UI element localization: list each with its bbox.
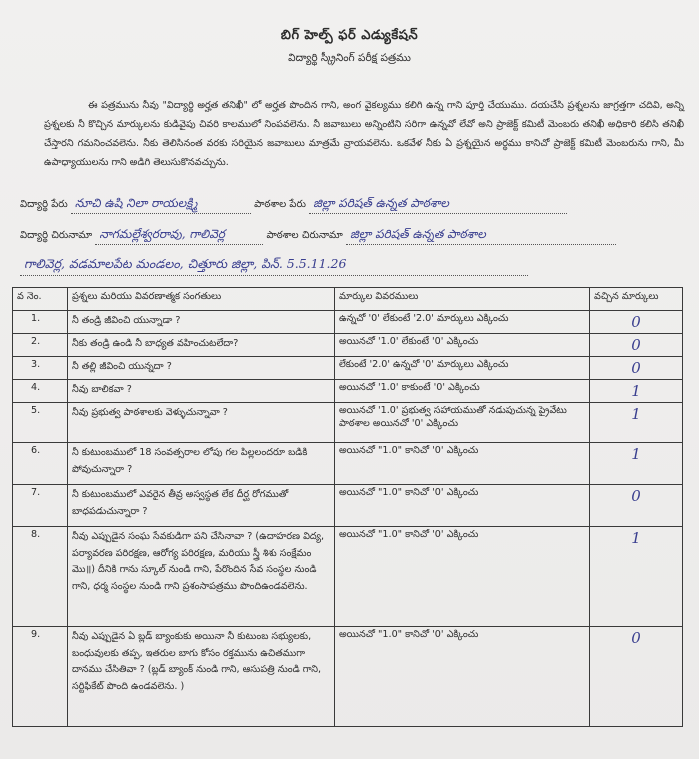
table-row [13,334,683,357]
table-row [13,485,683,527]
row-marks-cell [590,627,683,727]
school-name-value: జిల్లా పరిషత్ ఉన్నత పాఠశాల [309,196,567,214]
row-number: 2. [13,334,68,357]
table-row [13,403,683,443]
row-number: 3. [13,357,68,380]
header-marks: వచ్చిన మార్కులు [590,288,683,311]
row-question: నీ కుటుంబములో 18 సంవత్సరాల లోపు గల పిల్లలందరూ బడికి పోవుచున్నారా ? [68,443,335,485]
student-name-row [20,196,567,214]
student-address-label: విద్యార్థి చిరునామా [20,230,93,241]
student-name-label: విద్యార్థి పేరు [20,199,68,210]
student-address-value: నాగమల్లేశ్వరరావు, గాలివెర్ల [95,227,263,245]
table-row [13,380,683,403]
row-question: నీవు ప్రభుత్వ పాఠశాలకు వెళ్ళుచున్నావా ? [68,403,335,443]
table-row [13,627,683,727]
school-name-label: పాఠశాల పేరు [254,199,306,210]
row-marks: 0 [631,629,641,647]
school-address-value: జిల్లా పరిషత్ ఉన్నత పాఠశాల [346,227,616,245]
row-question: నీ కుటుంబములో ఎవరైన తీవ్ర అస్వస్థత లేక దీర్ఘ రోగముతో బాధపడుచున్నారా ? [68,485,335,527]
row-marks: 1 [631,529,641,547]
row-marks-cell [590,527,683,627]
row-number: 8. [13,527,68,627]
address-continued-value: గాలివెర్ల, వడమాలపేట మండలం, చిత్తూరు జిల్లా, పిన్. 5.5.11.26 [20,256,528,276]
school-address-label: పాఠశాల చిరునామా [266,230,343,241]
row-criteria: అయినచో '1.0' లేకుంటే '0' ఎక్కించు [335,334,590,357]
row-number: 6. [13,443,68,485]
row-criteria: అయినచో "1.0" కానిచో '0' ఎక్కించు [335,627,590,727]
row-criteria: అయినచో "1.0" కానిచో '0' ఎక్కించు [335,485,590,527]
row-number: 4. [13,380,68,403]
table-row [13,311,683,334]
instructions-paragraph [44,96,684,172]
row-question: నీకు తండ్రి ఉండి నీ బాధ్యత వహించుటలేదా? [68,334,335,357]
row-question: నీవు ఎప్పుడైన సంఘ సేవకుడిగా పని చేసినావా ? (ఉదాహరణ విద్య, పర్యావరణ పరిరక్షణ, ఆరోగ్య పరిరక్షణ, మరియు స్త్రీ శిశు సంక్షేమం మొ॥) దీనికి గాను స్కూల్ నుండి గాని, పేరొందిన సేవ సంస్థల నుండి గాని, ధర్మ సంస్థల నుండి గాని ప్రశంసాపత్రము పొందిఉండవలెను. [68,527,335,627]
row-question: నీవు ఎప్పుడైన ఏ బ్లడ్ బ్యాంకుకు అయినా నీ కుటుంబ సభ్యులకు, బంధువులకు తప్ప, ఇతరుల బాగు కోసం రక్తమును ఉచితముగా దానము చేసితివా ? (బ్లడ్ బ్యాంక్ నుండి గాని, ఆసుపత్రి నుండి గాని, సర్టిఫికేట్ పొంది ఉండవలెను. ) [68,627,335,727]
row-marks: 1 [631,445,641,463]
row-marks: 1 [631,405,641,423]
screening-table [12,287,683,727]
row-criteria: ఉన్నచో '0' లేకుంటే '2.0' మార్కులు ఎక్కించు [335,311,590,334]
row-criteria: లేకుంటే '2.0' ఉన్నచో '0' మార్కులు ఎక్కించు [335,357,590,380]
row-marks: 1 [631,382,641,400]
row-marks-cell [590,403,683,443]
row-criteria: అయినచో "1.0" కానిచో '0' ఎక్కించు [335,527,590,627]
document-subtitle: విద్యార్థి స్క్రీనింగ్ పరీక్ష పత్రము [288,52,411,64]
address-row [20,227,616,245]
row-criteria: అయినచో '1.0' కాకుంటే '0' ఎక్కించు [335,380,590,403]
row-marks-cell [590,334,683,357]
student-name-value: నూచి ఉషి నిలా రాయలక్ష్మి [71,196,251,214]
row-marks-cell [590,443,683,485]
table-row [13,527,683,627]
row-marks: 0 [631,487,641,505]
table-row [13,357,683,380]
instructions-text: ఈ పత్రమును నీవు "విద్యార్థి అర్హత తనిఖీ" లో అర్హత పొందిన గాని, అంగ వైకల్యము కలిగి ఉన్న గాని పూర్తి చేయుము. దయచేసి ప్రశ్నలను జాగ్రత్తగా చదివి, అన్ని ప్రశ్నలకు నీ కొచ్చిన మార్కులను కుడివైపు చివరి కాలములో నింపవలెను. నీ జవాబులు అన్నింటిని సరిగా ఉన్నవో లేవో అని ప్రాజెక్ట్ కమిటీ మెంబరు తనిఖీ అధికారి కలిసి తనిఖీ చేస్తారని గమనించవలెను. నీకు తెలిసినంత వరకు సరియైన జవాబులు మాత్రమే వ్రాయవలెను. ఒకవేళ నీకు ఏ ప్రశ్నయైన అర్థము కానిచో ప్రాజెక్ట్ కమిటీ మెంబరును గాని, మీ ఉపాధ్యాయులను గాని అడిగి తెలుసుకొనవచ్చును. [44,100,684,168]
row-marks-cell [590,380,683,403]
row-question: నీవు బాలికవా ? [68,380,335,403]
row-number: 7. [13,485,68,527]
header-serial: వ నెం. [13,288,68,311]
header-criteria: మార్కుల వివరములు [335,288,590,311]
table-row [13,443,683,485]
row-marks: 0 [631,336,641,354]
row-number: 1. [13,311,68,334]
row-number: 5. [13,403,68,443]
header-question: ప్రశ్నలు మరియు వివరణాత్మక సంగతులు [68,288,335,311]
row-criteria: అయినచో '1.0' ప్రభుత్వ సహాయముతో నడుపుచున్న ప్రైవేటు పాఠశాల అయినచో '0' ఎక్కించు [335,403,590,443]
row-question: నీ తల్లి జీవించి యున్నదా ? [68,357,335,380]
document-title: బిగ్ హెల్ప్ ఫర్ ఎడ్యుకేషన్ [280,28,419,43]
row-number: 9. [13,627,68,727]
row-question: నీ తండ్రి జీవించి యున్నాడా ? [68,311,335,334]
table-header-row [13,288,683,311]
row-marks: 0 [631,359,641,377]
row-marks: 0 [631,313,641,331]
row-marks-cell [590,311,683,334]
row-marks-cell [590,485,683,527]
row-criteria: అయినచో "1.0" కానిచో '0' ఎక్కించు [335,443,590,485]
row-marks-cell [590,357,683,380]
address-continued-row [20,256,528,276]
